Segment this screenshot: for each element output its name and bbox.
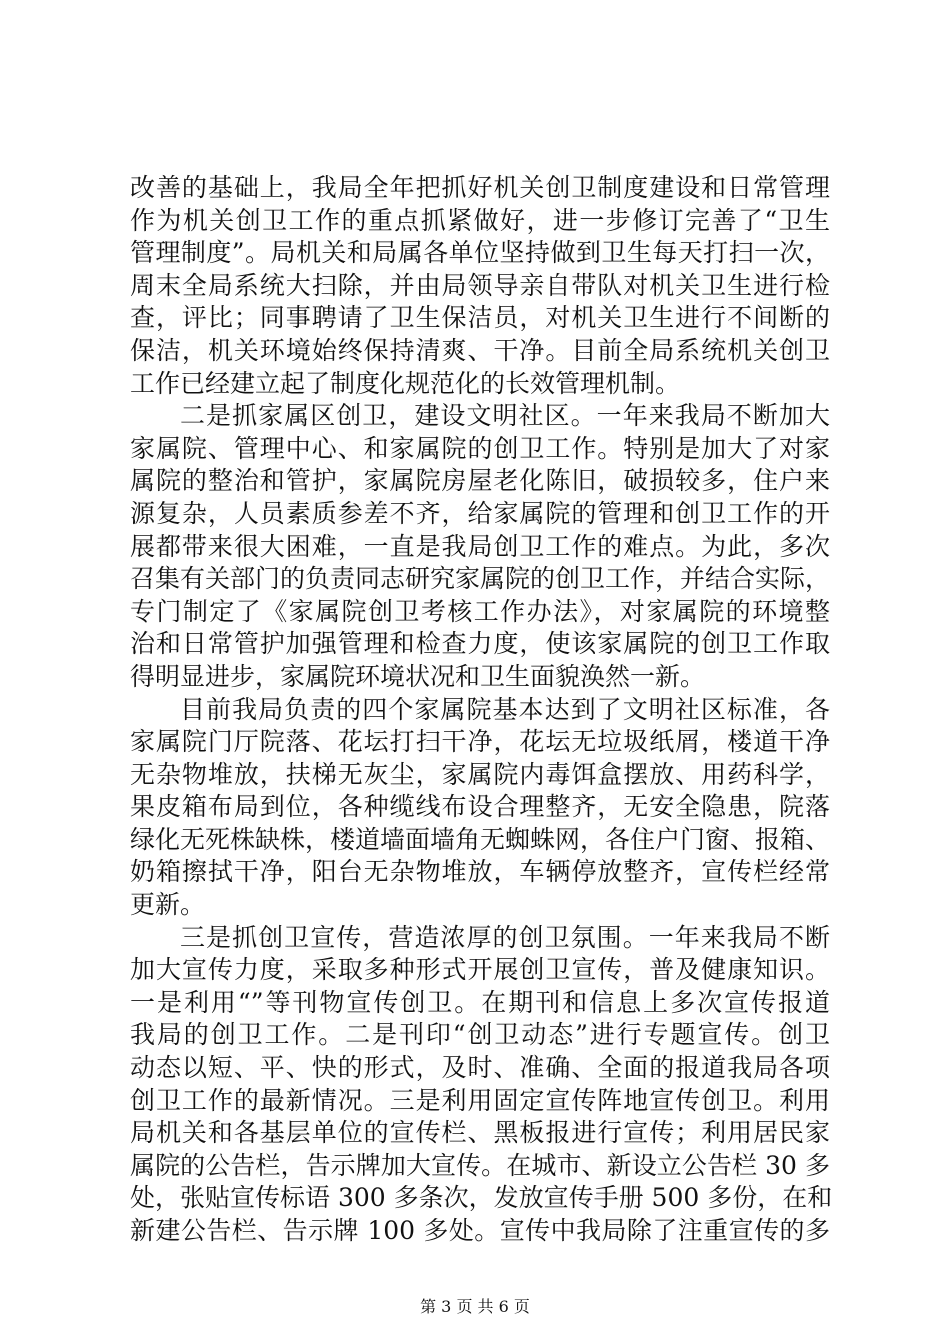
text-line: 处，张贴宣传标语 300 多条次，发放宣传手册 500 多份，在和 <box>130 1183 833 1213</box>
text-line: 家属院门厅院落、花坛打扫干净，花坛无垃圾纸屑，楼道干净 <box>130 727 830 757</box>
text-line: 保洁，机关环境始终保持清爽、干净。目前全局系统机关创卫 <box>130 335 830 365</box>
text-line: 创卫工作的最新情况。三是利用固定宣传阵地宣传创卫。利用 <box>130 1085 830 1115</box>
text-line: 召集有关部门的负责同志研究家属院的创卫工作，并结合实际， <box>130 564 831 594</box>
text-line: 更新。 <box>130 890 206 920</box>
text-line: 一是利用“”等刊物宣传创卫。在期刊和信息上多次宣传报道 <box>130 987 830 1017</box>
text-line: 管理制度”。局机关和局属各单位坚持做到卫生每天打扫一次， <box>130 238 830 268</box>
text-line: 源复杂，人员素质参差不齐，给家属院的管理和创卫工作的开 <box>130 498 830 528</box>
text-line: 果皮箱布局到位，各种缆线布设合理整齐，无安全隐患，院落 <box>130 792 830 822</box>
text-line: 动态以短、平、快的形式，及时、准确、全面的报道我局各项 <box>130 1053 830 1083</box>
text-line: 得明显进步，家属院环境状况和卫生面貌涣然一新。 <box>130 661 706 691</box>
text-line: 家属院、管理中心、和家属院的创卫工作。特别是加大了对家 <box>130 433 830 463</box>
text-line: 改善的基础上，我局全年把抓好机关创卫制度建设和日常管理 <box>130 173 830 202</box>
page-footer <box>0 1297 950 1317</box>
text-line: 无杂物堆放，扶梯无灰尘，家属院内毒饵盒摆放、用药科学， <box>130 759 830 789</box>
text-line: 属院的整治和管护，家属院房屋老化陈旧，破损较多，住户来 <box>130 466 830 496</box>
text-line: 展都带来很大困难，一直是我局创卫工作的难点。为此，多次 <box>130 531 830 561</box>
text-line: 专门制定了《家属院创卫考核工作办法》，对家属院的环境整 <box>130 596 830 626</box>
text-line: 局机关和各基层单位的宣传栏、黑板报进行宣传；利用居民家 <box>130 1118 830 1148</box>
text-line: 治和日常管护加强管理和检查力度，使该家属院的创卫工作取 <box>130 629 830 659</box>
document-body <box>130 172 833 1248</box>
text-line: 周末全局系统大扫除，并由局领导亲自带队对机关卫生进行检 <box>130 270 830 300</box>
text-line: 二是抓家属区创卫，建设文明社区。一年来我局不断加大 <box>180 401 830 431</box>
text-line: 加大宣传力度，采取多种形式开展创卫宣传，普及健康知识。 <box>130 955 830 985</box>
text-line: 作为机关创卫工作的重点抓紧做好，进一步修订完善了“卫生 <box>130 205 830 235</box>
text-line: 属院的公告栏，告示牌加大宣传。在城市、新设立公告栏 30 多 <box>130 1150 830 1180</box>
text-line: 查，评比；同事聘请了卫生保洁员，对机关卫生进行不间断的 <box>130 303 830 333</box>
text-line: 新建公告栏、告示牌 100 多处。宣传中我局除了注重宣传的多 <box>130 1216 830 1245</box>
text-line: 三是抓创卫宣传，营造浓厚的创卫氛围。一年来我局不断 <box>180 922 830 952</box>
text-line: 我局的创卫工作。二是刊印“创卫动态”进行专题宣传。创卫 <box>130 1020 830 1050</box>
text-line: 奶箱擦拭干净，阳台无杂物堆放，车辆停放整齐，宣传栏经常 <box>130 857 830 887</box>
text-line: 绿化无死株缺株，楼道墙面墙角无蜘蛛网，各住户门窗、报箱、 <box>130 824 831 854</box>
page-number-label: 第 3 页 共 6 页 <box>420 1297 530 1316</box>
text-line: 工作已经建立起了制度化规范化的长效管理机制。 <box>130 368 681 398</box>
text-line: 目前我局负责的四个家属院基本达到了文明社区标准，各 <box>180 694 830 724</box>
